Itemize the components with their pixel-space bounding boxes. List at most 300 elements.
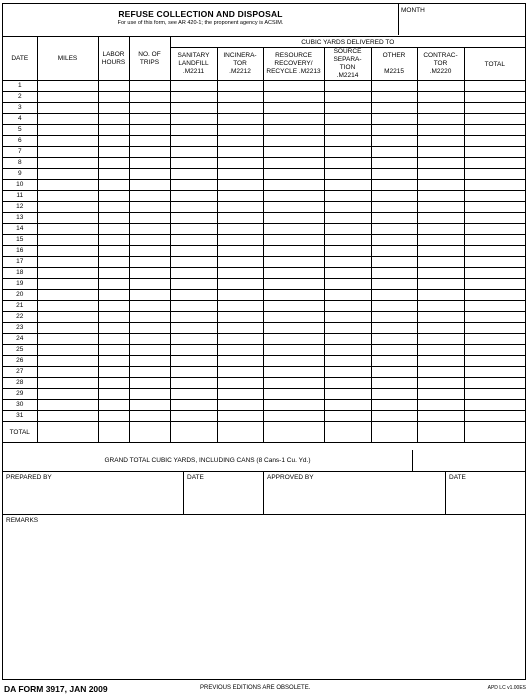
entry-cell[interactable] (263, 301, 324, 312)
entry-cell[interactable] (170, 136, 217, 147)
entry-cell[interactable] (98, 147, 129, 158)
entry-cell[interactable] (170, 367, 217, 378)
entry-cell[interactable] (129, 81, 170, 92)
entry-cell[interactable] (129, 290, 170, 301)
entry-cell[interactable] (263, 147, 324, 158)
entry-cell[interactable] (217, 213, 263, 224)
entry-cell[interactable] (37, 411, 98, 422)
entry-cell[interactable] (324, 213, 371, 224)
entry-cell[interactable] (371, 180, 417, 191)
entry-cell[interactable] (417, 224, 464, 235)
entry-cell[interactable] (464, 92, 525, 103)
entry-cell[interactable] (464, 202, 525, 213)
entry-cell[interactable] (464, 180, 525, 191)
entry-cell[interactable] (170, 213, 217, 224)
entry-cell[interactable] (417, 257, 464, 268)
entry-cell[interactable] (417, 136, 464, 147)
entry-cell[interactable] (324, 180, 371, 191)
entry-cell[interactable] (371, 334, 417, 345)
entry-cell[interactable] (324, 323, 371, 334)
entry-cell[interactable] (263, 213, 324, 224)
entry-cell[interactable] (217, 290, 263, 301)
entry-cell[interactable] (464, 301, 525, 312)
entry-cell[interactable] (98, 246, 129, 257)
entry-cell[interactable] (324, 290, 371, 301)
total-cell[interactable] (37, 422, 98, 443)
total-cell[interactable] (417, 422, 464, 443)
entry-cell[interactable] (464, 290, 525, 301)
entry-cell[interactable] (217, 92, 263, 103)
entry-cell[interactable] (98, 235, 129, 246)
entry-cell[interactable] (371, 345, 417, 356)
approved-date-field[interactable] (446, 471, 525, 514)
entry-cell[interactable] (170, 389, 217, 400)
entry-cell[interactable] (263, 334, 324, 345)
entry-cell[interactable] (371, 202, 417, 213)
entry-cell[interactable] (324, 202, 371, 213)
entry-cell[interactable] (170, 356, 217, 367)
entry-cell[interactable] (37, 180, 98, 191)
total-cell[interactable] (324, 422, 371, 443)
entry-cell[interactable] (324, 279, 371, 290)
entry-cell[interactable] (98, 356, 129, 367)
entry-cell[interactable] (417, 290, 464, 301)
entry-cell[interactable] (129, 334, 170, 345)
entry-cell[interactable] (371, 367, 417, 378)
entry-cell[interactable] (417, 367, 464, 378)
entry-cell[interactable] (98, 125, 129, 136)
entry-cell[interactable] (371, 103, 417, 114)
entry-cell[interactable] (417, 268, 464, 279)
entry-cell[interactable] (37, 158, 98, 169)
entry-cell[interactable] (217, 367, 263, 378)
entry-cell[interactable] (371, 213, 417, 224)
entry-cell[interactable] (324, 246, 371, 257)
total-cell[interactable] (170, 422, 217, 443)
entry-cell[interactable] (98, 81, 129, 92)
entry-cell[interactable] (98, 345, 129, 356)
entry-cell[interactable] (464, 114, 525, 125)
entry-cell[interactable] (417, 125, 464, 136)
entry-cell[interactable] (371, 411, 417, 422)
entry-cell[interactable] (263, 246, 324, 257)
entry-cell[interactable] (217, 180, 263, 191)
entry-cell[interactable] (98, 323, 129, 334)
entry-cell[interactable] (324, 147, 371, 158)
entry-cell[interactable] (217, 334, 263, 345)
entry-cell[interactable] (170, 279, 217, 290)
entry-cell[interactable] (417, 279, 464, 290)
entry-cell[interactable] (129, 147, 170, 158)
entry-cell[interactable] (263, 257, 324, 268)
entry-cell[interactable] (263, 356, 324, 367)
entry-cell[interactable] (371, 312, 417, 323)
entry-cell[interactable] (263, 323, 324, 334)
entry-cell[interactable] (324, 345, 371, 356)
entry-cell[interactable] (217, 345, 263, 356)
entry-cell[interactable] (371, 400, 417, 411)
entry-cell[interactable] (371, 356, 417, 367)
entry-cell[interactable] (263, 180, 324, 191)
entry-cell[interactable] (37, 114, 98, 125)
entry-cell[interactable] (37, 345, 98, 356)
entry-cell[interactable] (37, 257, 98, 268)
entry-cell[interactable] (170, 246, 217, 257)
entry-cell[interactable] (371, 323, 417, 334)
entry-cell[interactable] (464, 169, 525, 180)
entry-cell[interactable] (324, 301, 371, 312)
entry-cell[interactable] (371, 246, 417, 257)
entry-cell[interactable] (217, 136, 263, 147)
entry-cell[interactable] (417, 169, 464, 180)
entry-cell[interactable] (417, 213, 464, 224)
entry-cell[interactable] (170, 103, 217, 114)
entry-cell[interactable] (464, 279, 525, 290)
entry-cell[interactable] (417, 92, 464, 103)
entry-cell[interactable] (129, 114, 170, 125)
entry-cell[interactable] (263, 400, 324, 411)
entry-cell[interactable] (417, 356, 464, 367)
entry-cell[interactable] (98, 224, 129, 235)
entry-cell[interactable] (371, 301, 417, 312)
entry-cell[interactable] (263, 345, 324, 356)
entry-cell[interactable] (464, 191, 525, 202)
entry-cell[interactable] (464, 323, 525, 334)
entry-cell[interactable] (37, 378, 98, 389)
entry-cell[interactable] (324, 400, 371, 411)
entry-cell[interactable] (417, 389, 464, 400)
entry-cell[interactable] (170, 400, 217, 411)
entry-cell[interactable] (129, 169, 170, 180)
entry-cell[interactable] (129, 389, 170, 400)
entry-cell[interactable] (37, 235, 98, 246)
entry-cell[interactable] (263, 279, 324, 290)
entry-cell[interactable] (129, 356, 170, 367)
entry-cell[interactable] (263, 81, 324, 92)
entry-cell[interactable] (263, 114, 324, 125)
entry-cell[interactable] (324, 356, 371, 367)
entry-cell[interactable] (417, 378, 464, 389)
entry-cell[interactable] (37, 356, 98, 367)
entry-cell[interactable] (417, 158, 464, 169)
entry-cell[interactable] (217, 202, 263, 213)
entry-cell[interactable] (417, 411, 464, 422)
entry-cell[interactable] (417, 191, 464, 202)
entry-cell[interactable] (170, 268, 217, 279)
entry-cell[interactable] (98, 378, 129, 389)
entry-cell[interactable] (263, 268, 324, 279)
entry-cell[interactable] (37, 92, 98, 103)
entry-cell[interactable] (371, 158, 417, 169)
entry-cell[interactable] (371, 279, 417, 290)
entry-cell[interactable] (217, 224, 263, 235)
entry-cell[interactable] (129, 400, 170, 411)
entry-cell[interactable] (98, 191, 129, 202)
entry-cell[interactable] (371, 378, 417, 389)
entry-cell[interactable] (263, 312, 324, 323)
entry-cell[interactable] (417, 235, 464, 246)
entry-cell[interactable] (170, 345, 217, 356)
entry-cell[interactable] (464, 367, 525, 378)
entry-cell[interactable] (263, 202, 324, 213)
entry-cell[interactable] (217, 389, 263, 400)
entry-cell[interactable] (170, 224, 217, 235)
entry-cell[interactable] (263, 92, 324, 103)
entry-cell[interactable] (324, 367, 371, 378)
entry-cell[interactable] (464, 356, 525, 367)
entry-cell[interactable] (464, 246, 525, 257)
entry-cell[interactable] (217, 301, 263, 312)
prepared-date-field[interactable] (184, 471, 264, 514)
entry-cell[interactable] (464, 334, 525, 345)
entry-cell[interactable] (371, 136, 417, 147)
entry-cell[interactable] (464, 268, 525, 279)
entry-cell[interactable] (170, 92, 217, 103)
entry-cell[interactable] (129, 235, 170, 246)
entry-cell[interactable] (98, 169, 129, 180)
entry-cell[interactable] (464, 389, 525, 400)
entry-cell[interactable] (464, 224, 525, 235)
entry-cell[interactable] (324, 378, 371, 389)
entry-cell[interactable] (217, 279, 263, 290)
entry-cell[interactable] (371, 235, 417, 246)
entry-cell[interactable] (263, 158, 324, 169)
entry-cell[interactable] (37, 301, 98, 312)
entry-cell[interactable] (324, 257, 371, 268)
entry-cell[interactable] (371, 92, 417, 103)
entry-cell[interactable] (129, 301, 170, 312)
entry-cell[interactable] (129, 213, 170, 224)
entry-cell[interactable] (371, 191, 417, 202)
entry-cell[interactable] (417, 323, 464, 334)
entry-cell[interactable] (37, 191, 98, 202)
entry-cell[interactable] (37, 224, 98, 235)
entry-cell[interactable] (417, 345, 464, 356)
approved-by-field[interactable] (264, 471, 446, 514)
entry-cell[interactable] (417, 400, 464, 411)
entry-cell[interactable] (263, 136, 324, 147)
entry-cell[interactable] (170, 301, 217, 312)
entry-cell[interactable] (98, 334, 129, 345)
entry-cell[interactable] (217, 257, 263, 268)
grand-total-field[interactable] (413, 450, 525, 471)
entry-cell[interactable] (37, 279, 98, 290)
entry-cell[interactable] (37, 246, 98, 257)
entry-cell[interactable] (129, 323, 170, 334)
entry-cell[interactable] (170, 202, 217, 213)
total-cell[interactable] (129, 422, 170, 443)
entry-cell[interactable] (170, 114, 217, 125)
entry-cell[interactable] (217, 235, 263, 246)
entry-cell[interactable] (129, 268, 170, 279)
total-cell[interactable] (98, 422, 129, 443)
entry-cell[interactable] (371, 81, 417, 92)
entry-cell[interactable] (217, 411, 263, 422)
entry-cell[interactable] (37, 136, 98, 147)
entry-cell[interactable] (129, 246, 170, 257)
entry-cell[interactable] (37, 213, 98, 224)
entry-cell[interactable] (263, 367, 324, 378)
entry-cell[interactable] (37, 323, 98, 334)
entry-cell[interactable] (129, 411, 170, 422)
entry-cell[interactable] (324, 158, 371, 169)
entry-cell[interactable] (263, 125, 324, 136)
entry-cell[interactable] (464, 136, 525, 147)
entry-cell[interactable] (263, 235, 324, 246)
entry-cell[interactable] (263, 290, 324, 301)
entry-cell[interactable] (129, 125, 170, 136)
entry-cell[interactable] (37, 334, 98, 345)
total-cell[interactable] (217, 422, 263, 443)
entry-cell[interactable] (37, 290, 98, 301)
entry-cell[interactable] (129, 378, 170, 389)
entry-cell[interactable] (98, 257, 129, 268)
total-cell[interactable] (464, 422, 525, 443)
entry-cell[interactable] (464, 103, 525, 114)
entry-cell[interactable] (464, 312, 525, 323)
entry-cell[interactable] (417, 301, 464, 312)
entry-cell[interactable] (217, 191, 263, 202)
entry-cell[interactable] (98, 158, 129, 169)
entry-cell[interactable] (37, 169, 98, 180)
entry-cell[interactable] (464, 213, 525, 224)
entry-cell[interactable] (371, 224, 417, 235)
entry-cell[interactable] (263, 169, 324, 180)
entry-cell[interactable] (37, 268, 98, 279)
entry-cell[interactable] (324, 235, 371, 246)
entry-cell[interactable] (37, 312, 98, 323)
entry-cell[interactable] (98, 202, 129, 213)
entry-cell[interactable] (217, 268, 263, 279)
remarks-field[interactable] (3, 515, 525, 679)
entry-cell[interactable] (464, 125, 525, 136)
entry-cell[interactable] (217, 158, 263, 169)
entry-cell[interactable] (129, 92, 170, 103)
entry-cell[interactable] (324, 224, 371, 235)
entry-cell[interactable] (417, 202, 464, 213)
entry-cell[interactable] (217, 114, 263, 125)
entry-cell[interactable] (170, 312, 217, 323)
entry-cell[interactable] (98, 268, 129, 279)
entry-cell[interactable] (98, 400, 129, 411)
entry-cell[interactable] (371, 257, 417, 268)
entry-cell[interactable] (464, 147, 525, 158)
entry-cell[interactable] (263, 389, 324, 400)
entry-cell[interactable] (464, 378, 525, 389)
entry-cell[interactable] (129, 257, 170, 268)
entry-cell[interactable] (324, 114, 371, 125)
entry-cell[interactable] (324, 92, 371, 103)
entry-cell[interactable] (324, 411, 371, 422)
entry-cell[interactable] (37, 389, 98, 400)
entry-cell[interactable] (417, 312, 464, 323)
entry-cell[interactable] (170, 147, 217, 158)
entry-cell[interactable] (263, 411, 324, 422)
entry-cell[interactable] (129, 202, 170, 213)
entry-cell[interactable] (371, 125, 417, 136)
entry-cell[interactable] (464, 257, 525, 268)
entry-cell[interactable] (464, 235, 525, 246)
total-cell[interactable] (371, 422, 417, 443)
entry-cell[interactable] (217, 312, 263, 323)
entry-cell[interactable] (170, 235, 217, 246)
entry-cell[interactable] (170, 378, 217, 389)
entry-cell[interactable] (170, 334, 217, 345)
entry-cell[interactable] (217, 81, 263, 92)
entry-cell[interactable] (217, 378, 263, 389)
entry-cell[interactable] (324, 81, 371, 92)
entry-cell[interactable] (371, 147, 417, 158)
entry-cell[interactable] (98, 180, 129, 191)
entry-cell[interactable] (98, 367, 129, 378)
entry-cell[interactable] (129, 224, 170, 235)
entry-cell[interactable] (417, 147, 464, 158)
entry-cell[interactable] (37, 202, 98, 213)
entry-cell[interactable] (170, 191, 217, 202)
entry-cell[interactable] (417, 246, 464, 257)
entry-cell[interactable] (417, 180, 464, 191)
entry-cell[interactable] (129, 191, 170, 202)
entry-cell[interactable] (98, 279, 129, 290)
entry-cell[interactable] (324, 169, 371, 180)
entry-cell[interactable] (464, 400, 525, 411)
entry-cell[interactable] (170, 411, 217, 422)
entry-cell[interactable] (129, 103, 170, 114)
entry-cell[interactable] (417, 334, 464, 345)
entry-cell[interactable] (98, 389, 129, 400)
entry-cell[interactable] (129, 367, 170, 378)
entry-cell[interactable] (324, 268, 371, 279)
entry-cell[interactable] (417, 114, 464, 125)
entry-cell[interactable] (464, 158, 525, 169)
entry-cell[interactable] (170, 158, 217, 169)
entry-cell[interactable] (324, 125, 371, 136)
entry-cell[interactable] (98, 114, 129, 125)
entry-cell[interactable] (129, 312, 170, 323)
entry-cell[interactable] (464, 81, 525, 92)
entry-cell[interactable] (37, 400, 98, 411)
entry-cell[interactable] (464, 411, 525, 422)
entry-cell[interactable] (129, 180, 170, 191)
total-cell[interactable] (263, 422, 324, 443)
entry-cell[interactable] (217, 323, 263, 334)
entry-cell[interactable] (324, 136, 371, 147)
entry-cell[interactable] (417, 81, 464, 92)
entry-cell[interactable] (217, 169, 263, 180)
entry-cell[interactable] (98, 312, 129, 323)
entry-cell[interactable] (37, 81, 98, 92)
entry-cell[interactable] (324, 191, 371, 202)
entry-cell[interactable] (170, 257, 217, 268)
entry-cell[interactable] (217, 147, 263, 158)
entry-cell[interactable] (371, 114, 417, 125)
entry-cell[interactable] (129, 158, 170, 169)
entry-cell[interactable] (37, 103, 98, 114)
entry-cell[interactable] (98, 136, 129, 147)
entry-cell[interactable] (37, 125, 98, 136)
prepared-by-field[interactable] (3, 471, 184, 514)
entry-cell[interactable] (217, 125, 263, 136)
entry-cell[interactable] (217, 356, 263, 367)
entry-cell[interactable] (98, 92, 129, 103)
entry-cell[interactable] (417, 103, 464, 114)
entry-cell[interactable] (98, 411, 129, 422)
entry-cell[interactable] (263, 191, 324, 202)
entry-cell[interactable] (324, 389, 371, 400)
entry-cell[interactable] (170, 125, 217, 136)
entry-cell[interactable] (37, 147, 98, 158)
entry-cell[interactable] (324, 312, 371, 323)
